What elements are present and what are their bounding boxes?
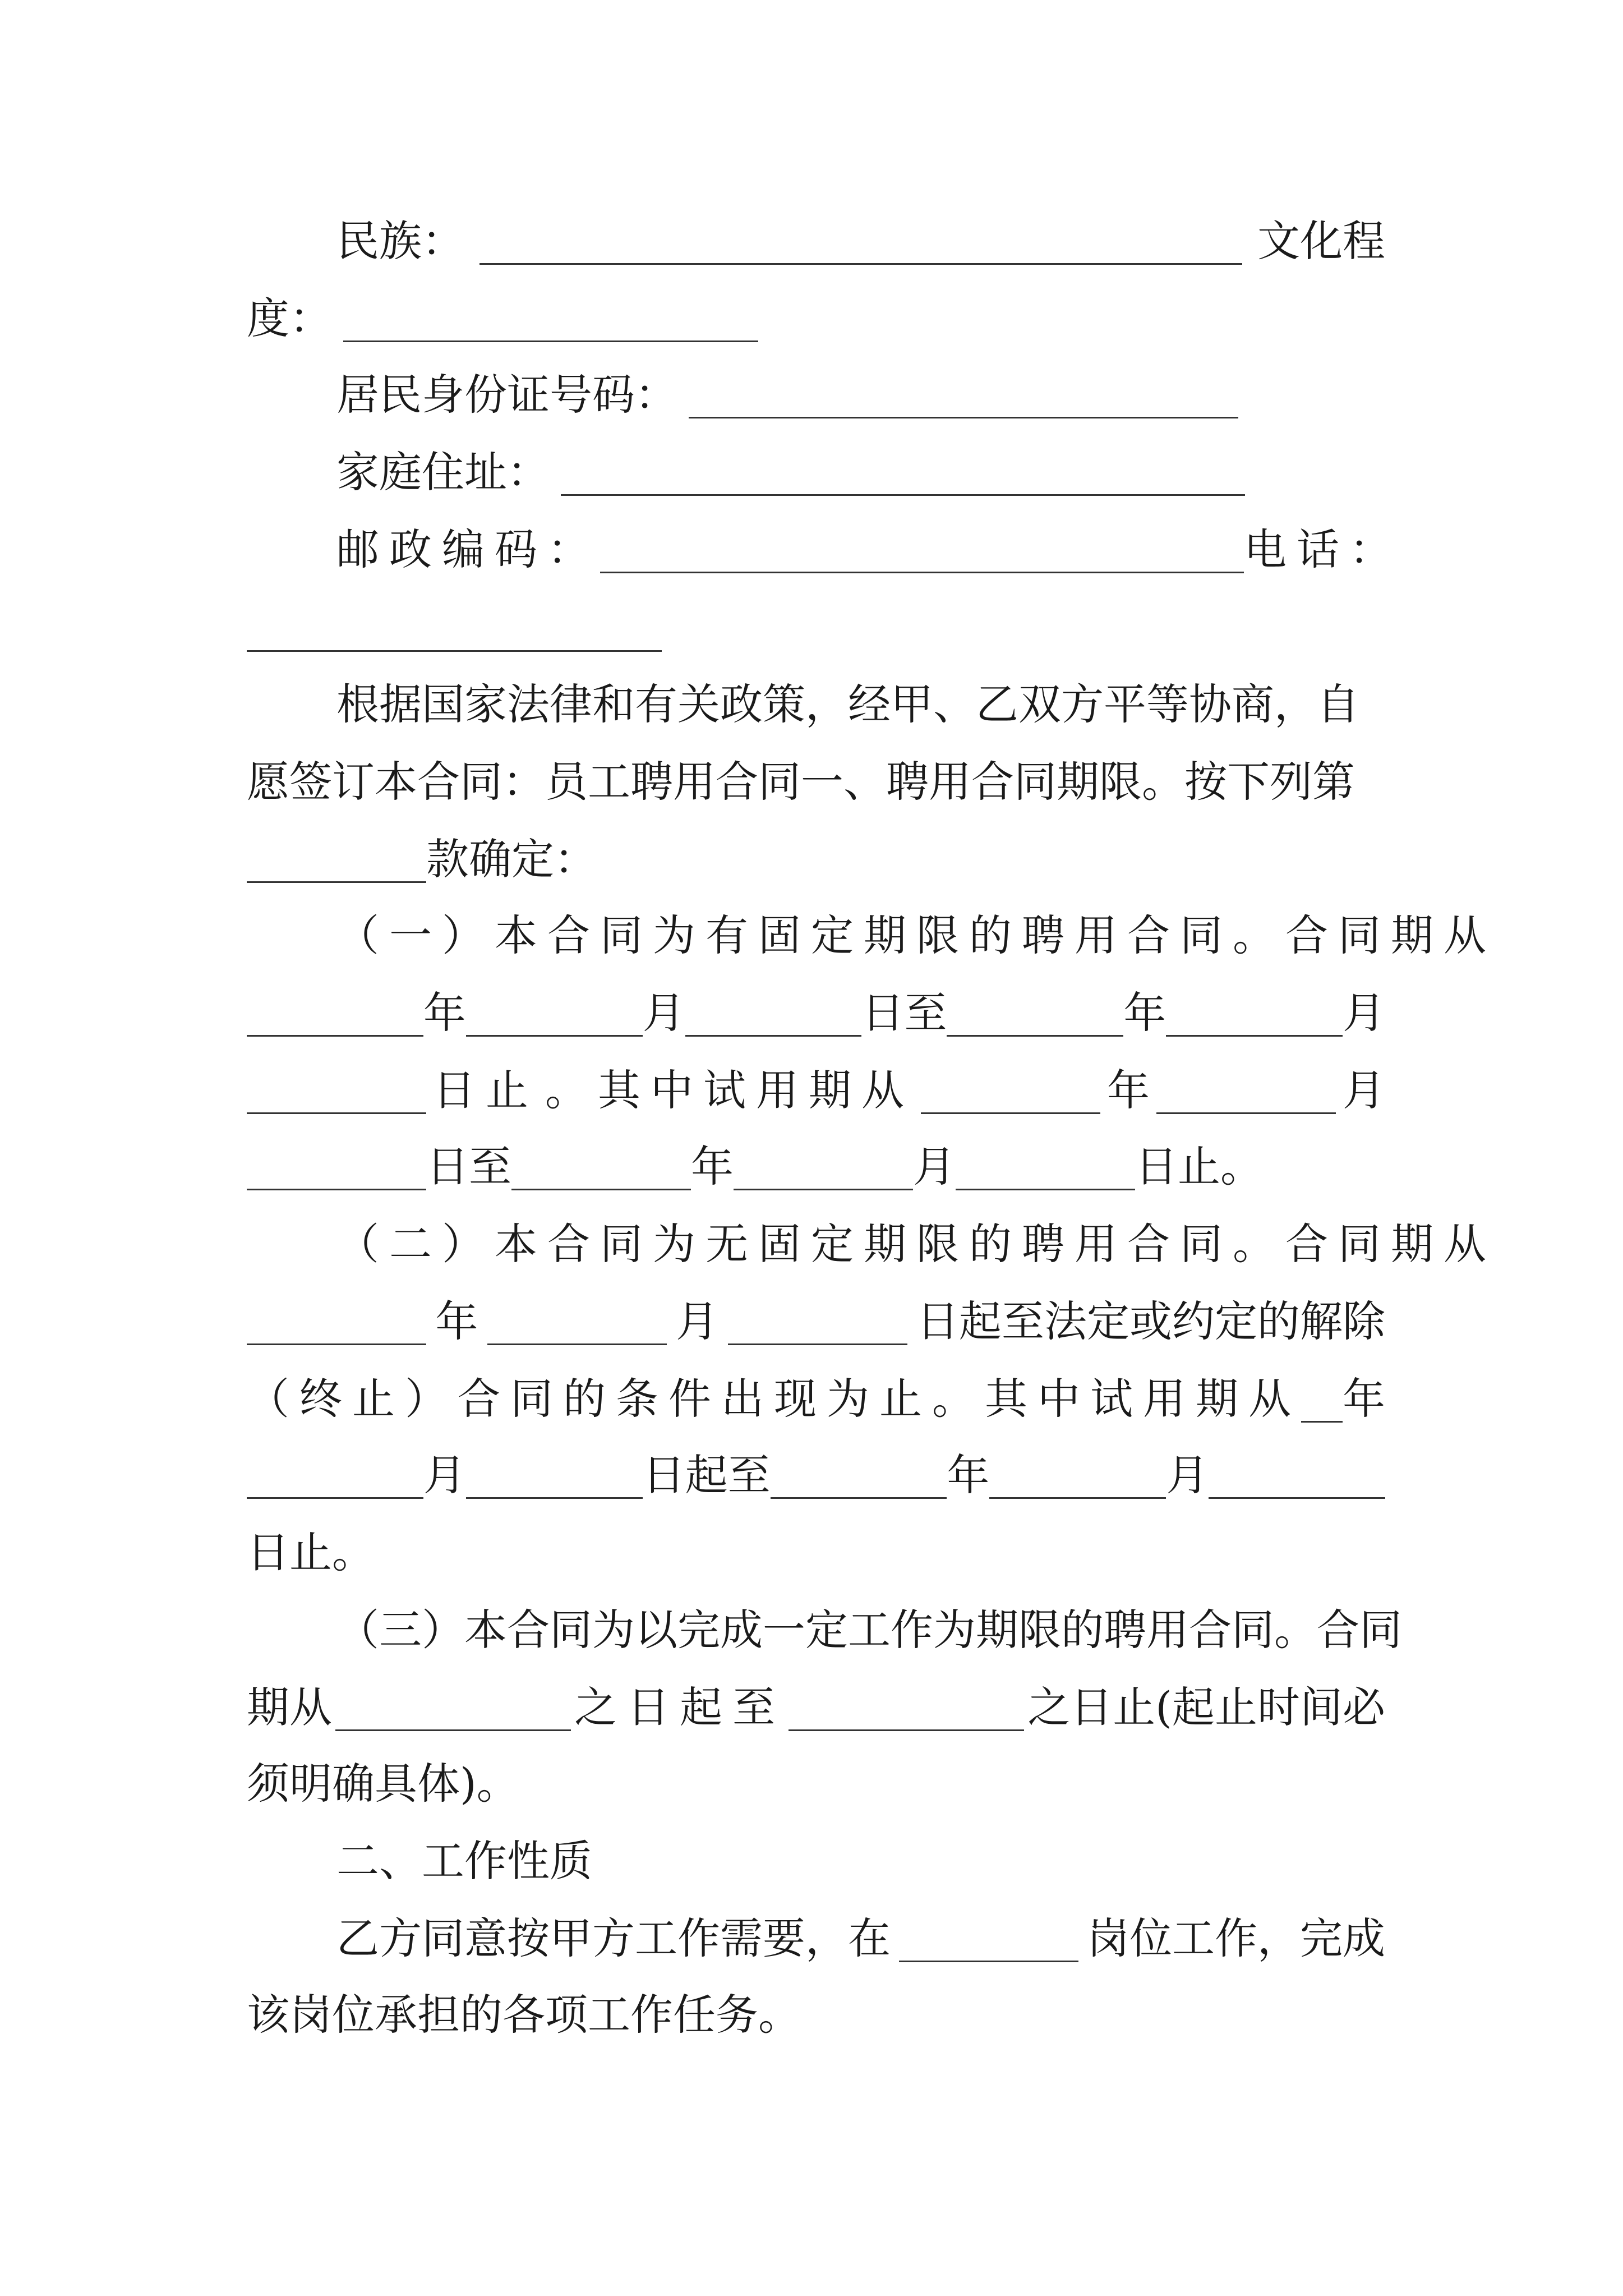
month-label: 月	[1342, 988, 1385, 1038]
nationality-label: 民族：	[336, 216, 464, 266]
intro-line-3	[247, 821, 1385, 898]
day-to-label: 日至	[861, 988, 947, 1038]
day-from-to-label: 日起至	[642, 1450, 771, 1500]
c1-trial-end-day-blank[interactable]	[956, 1135, 1135, 1190]
education-label-cont: 度：	[247, 293, 332, 343]
clause3-text-2a: 期从	[247, 1682, 332, 1732]
c1-end-day-blank[interactable]	[247, 1059, 426, 1114]
address-line	[336, 434, 1385, 510]
section2-title-text: 二、工作性质	[336, 1836, 592, 1886]
clause2-text-1: （二）本合同为无固定期限的聘用合同。合同期从	[336, 1219, 1496, 1269]
clause3-line-1	[336, 1592, 1402, 1668]
clause2-text-3: （终止）合同的条件出现为止。其中试用期从	[247, 1374, 1301, 1424]
c2-trial-start-month-blank[interactable]	[247, 1443, 423, 1499]
year-label: 年	[1107, 1065, 1150, 1115]
month-label: 月	[676, 1296, 719, 1346]
nationality-line	[336, 203, 1385, 279]
intro-line-2	[247, 744, 1385, 820]
phone-line	[247, 590, 1385, 666]
education-line	[247, 280, 1385, 357]
work-line-1	[336, 1901, 1385, 1977]
clause3-line-3	[247, 1746, 1385, 1822]
c2-trial-start-day-blank[interactable]	[466, 1443, 643, 1499]
year-label: 年	[691, 1142, 734, 1191]
day-to-label: 日至	[426, 1142, 511, 1191]
c1-end-month-blank[interactable]	[1166, 981, 1343, 1037]
c1-start-year-blank[interactable]	[247, 981, 423, 1037]
month-label: 月	[423, 1450, 466, 1500]
c2-start-year-blank[interactable]	[247, 1290, 426, 1345]
id-label: 居民身份证号码：	[336, 370, 677, 420]
day-end-plain-label: 日止	[433, 1065, 538, 1115]
clause3-text-2c: 之日止(起止时间必	[1027, 1682, 1385, 1732]
intro-text-1: 根据国家法律和有关政策，经甲、乙双方平等协商，自	[336, 679, 1359, 729]
clause3-text-2b: 之日起至	[574, 1682, 786, 1732]
intro-text-3: 款确定：	[426, 834, 597, 884]
intro-line-1	[336, 666, 1385, 743]
clause-number-blank[interactable]	[247, 827, 426, 883]
phone-label: 电话：	[1244, 524, 1402, 574]
section2-title	[336, 1823, 1385, 1899]
clause1-line-2	[247, 975, 1385, 1051]
clause3-line-2	[247, 1669, 1385, 1746]
id-blank[interactable]	[689, 363, 1238, 418]
year-label: 年	[423, 988, 466, 1038]
month-label: 月	[913, 1142, 956, 1191]
year-label: 年	[435, 1296, 478, 1346]
clause2-line-3	[247, 1361, 1385, 1437]
work-text-1a: 乙方同意按甲方工作需要，在	[336, 1913, 891, 1963]
month-label: 月	[1343, 1065, 1385, 1115]
education-blank[interactable]	[343, 287, 758, 342]
clause1-line-3	[247, 1052, 1385, 1129]
address-label: 家庭住址：	[336, 447, 550, 497]
intro-text-2: 愿签订本合同：员工聘用合同一、聘用合同期限。按下列第	[247, 757, 1355, 807]
year-label: 年	[1343, 1374, 1385, 1424]
c2-trial-end-year-blank[interactable]	[771, 1443, 947, 1499]
c3-start-blank[interactable]	[335, 1676, 571, 1731]
c1-trial-start-month-blank[interactable]	[1156, 1059, 1336, 1114]
c2-start-month-blank[interactable]	[487, 1290, 667, 1345]
phone-blank[interactable]	[247, 596, 662, 652]
address-blank[interactable]	[561, 440, 1245, 496]
clause1-text-1: （一）本合同为有固定期限的聘用合同。合同期从	[336, 910, 1496, 960]
nationality-blank[interactable]	[479, 209, 1242, 265]
clause2-line-2	[247, 1283, 1385, 1360]
c1-trial-start-day-blank[interactable]	[247, 1135, 426, 1190]
clause2-line-1	[336, 1206, 1496, 1282]
day-end-label: 日止。	[1135, 1142, 1263, 1191]
postcode-blank[interactable]	[600, 518, 1244, 573]
c3-end-blank[interactable]	[789, 1676, 1024, 1731]
education-label: 文化程	[1257, 216, 1385, 266]
clause3-text-3: 须明确具体)。	[247, 1759, 519, 1809]
c2-start-day-blank[interactable]	[728, 1290, 907, 1345]
c1-end-year-blank[interactable]	[947, 981, 1123, 1037]
month-label: 月	[1166, 1450, 1209, 1500]
clause2-line-5	[247, 1515, 1385, 1591]
c1-trial-end-year-blank[interactable]	[511, 1135, 691, 1190]
work-text-1b: 岗位工作，完成	[1087, 1913, 1385, 1963]
c1-start-day-blank[interactable]	[685, 981, 862, 1037]
work-text-2: 该岗位承担的各项工作任务。	[247, 1990, 801, 2040]
clause3-text-1: （三）本合同为以完成一定工作为期限的聘用合同。合同	[336, 1605, 1402, 1655]
clause2-text-2: 日起至法定或约定的解除	[916, 1296, 1385, 1346]
work-line-2	[247, 1977, 1385, 2053]
year-label: 年	[947, 1450, 990, 1500]
year-label: 年	[1123, 988, 1166, 1038]
day-end-label: 日止。	[247, 1527, 375, 1577]
post-blank[interactable]	[899, 1907, 1078, 1962]
c2-trial-end-day-blank[interactable]	[1209, 1443, 1385, 1499]
clause1-line-4	[247, 1129, 1385, 1205]
clause1-line-1	[336, 898, 1496, 974]
month-label: 月	[642, 988, 685, 1038]
c1-start-month-blank[interactable]	[466, 981, 643, 1037]
c2-trial-start-year-blank[interactable]	[1301, 1367, 1343, 1423]
clause2-line-4	[247, 1437, 1385, 1513]
c1-trial-start-year-blank[interactable]	[921, 1059, 1100, 1114]
postcode-label: 邮政编码：	[336, 524, 600, 574]
c1-trial-end-month-blank[interactable]	[734, 1135, 913, 1190]
id-line	[336, 357, 1385, 433]
trial-from-label: 。其中试用期从	[545, 1065, 914, 1115]
c2-trial-end-month-blank[interactable]	[989, 1443, 1166, 1499]
postcode-line	[336, 512, 1402, 588]
